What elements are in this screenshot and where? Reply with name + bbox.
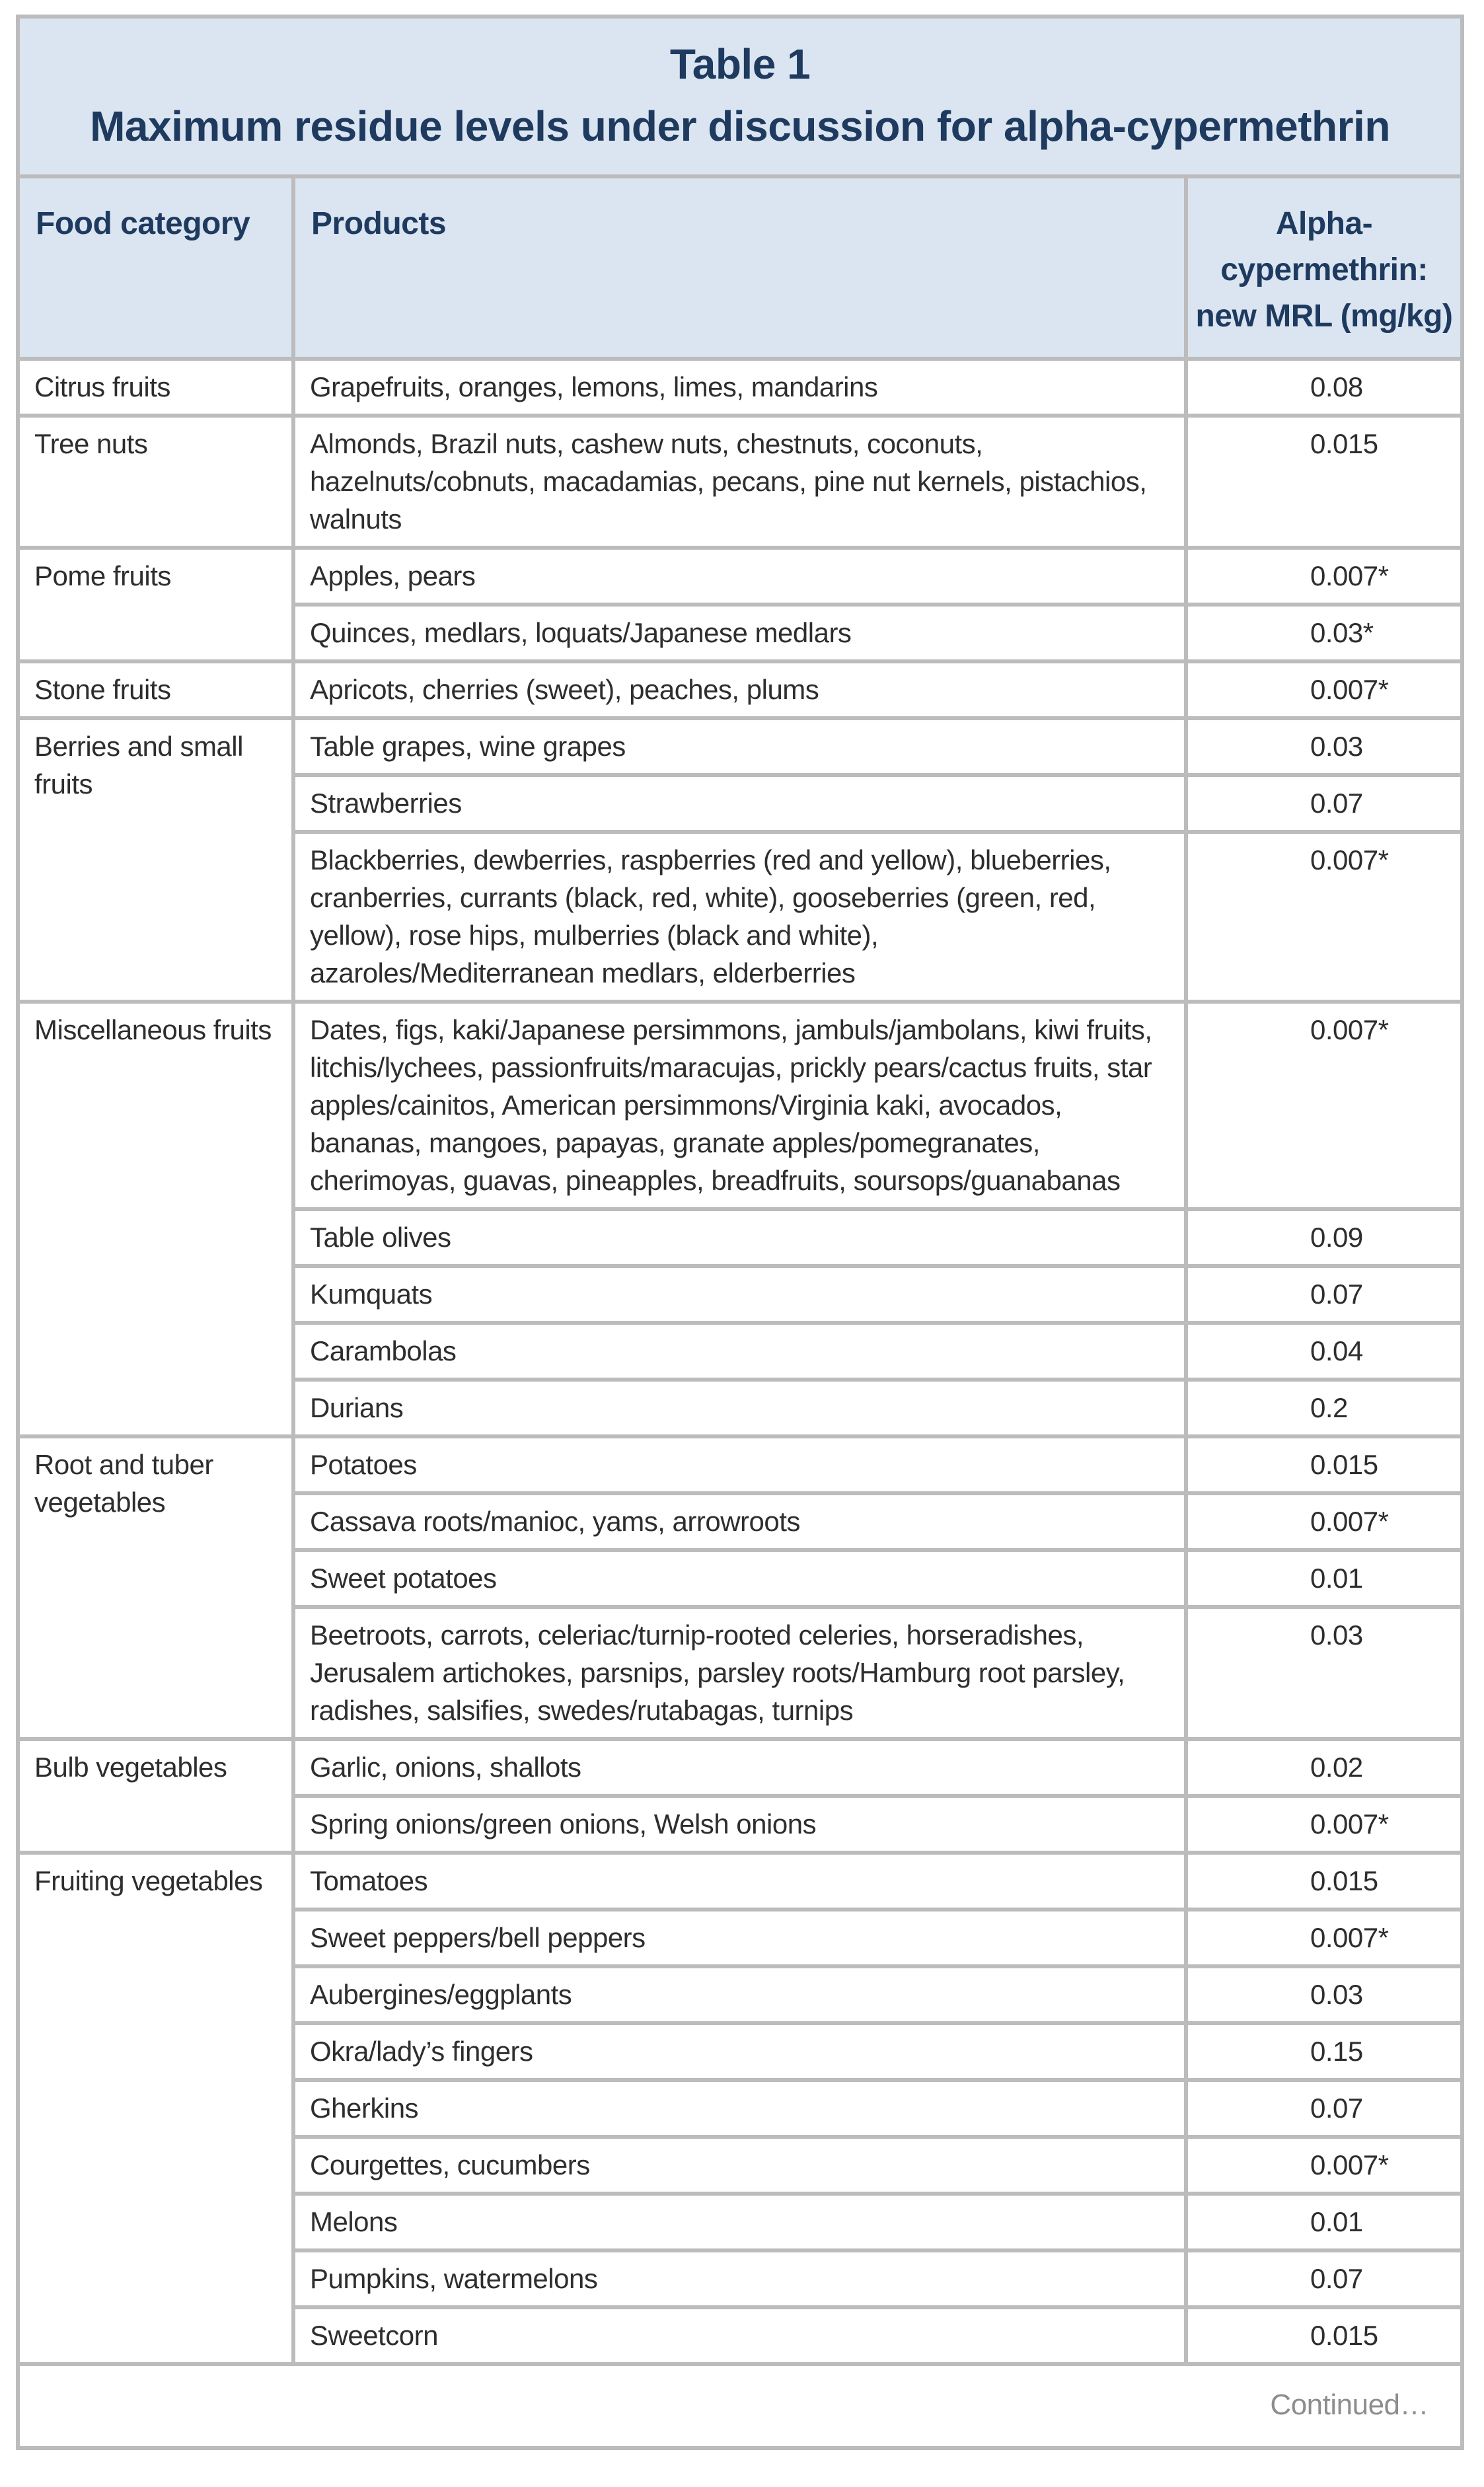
- products-cell: Apples, pears: [293, 548, 1186, 605]
- column-header-food-category: Food category: [18, 176, 293, 359]
- products-cell: Blackberries, dewberries, raspberries (red and yellow), blueberries, cranberries, currants (black, red, white), gooseberries (green, red, yellow), rose hips, mulberries (black and white), azaroles/Mediterranean medlars, elderberries: [293, 832, 1186, 1002]
- table-row: [18, 1739, 1462, 1796]
- products-cell: Strawberries: [293, 775, 1186, 832]
- mrl-value: 0.07: [1186, 775, 1462, 832]
- products-cell: Tomatoes: [293, 1853, 1186, 1910]
- mrl-value: 0.007*: [1186, 661, 1462, 718]
- mrl-value: 0.15: [1186, 2023, 1462, 2080]
- mrl-value: 0.007*: [1186, 1493, 1462, 1550]
- mrl-value: 0.09: [1186, 1209, 1462, 1266]
- footer-row: [18, 2364, 1462, 2448]
- products-cell: Sweet peppers/bell peppers: [293, 1910, 1186, 1966]
- mrl-value: 0.007*: [1186, 832, 1462, 1002]
- products-cell: Apricots, cherries (sweet), peaches, plums: [293, 661, 1186, 718]
- table-subtitle: Maximum residue levels under discussion for alpha-cypermethrin: [90, 102, 1390, 150]
- table-row: [18, 416, 1462, 548]
- products-cell: Sweet potatoes: [293, 1550, 1186, 1607]
- products-cell: Pumpkins, watermelons: [293, 2250, 1186, 2307]
- products-cell: Cassava roots/manioc, yams, arrowroots: [293, 1493, 1186, 1550]
- mrl-value: 0.015: [1186, 416, 1462, 548]
- category-cell: Miscellaneous fruits: [18, 1002, 293, 1436]
- products-cell: Beetroots, carrots, celeriac/turnip-rooted celeries, horseradishes, Jerusalem artichokes, parsnips, parsley roots/Hamburg root parsley, radishes, salsifies, swedes/rutabagas, turnips: [293, 1607, 1186, 1739]
- products-cell: Garlic, onions, shallots: [293, 1739, 1186, 1796]
- column-header-mrl: Alpha-cypermethrin: new MRL (mg/kg): [1186, 176, 1462, 359]
- category-cell: Fruiting vegetables: [18, 1853, 293, 2364]
- continued-label: Continued…: [18, 2364, 1462, 2448]
- table-row: [18, 1002, 1462, 1209]
- table-number: Table 1: [669, 40, 811, 88]
- page: [16, 15, 1484, 2450]
- mrl-value: 0.07: [1186, 2080, 1462, 2137]
- mrl-table: [16, 15, 1464, 2450]
- mrl-value: 0.02: [1186, 1739, 1462, 1796]
- mrl-value: 0.2: [1186, 1380, 1462, 1436]
- products-cell: Gherkins: [293, 2080, 1186, 2137]
- products-cell: Courgettes, cucumbers: [293, 2137, 1186, 2194]
- table-row: [18, 718, 1462, 775]
- mrl-value: 0.03*: [1186, 605, 1462, 661]
- mrl-value: 0.03: [1186, 1966, 1462, 2023]
- column-header-products: Products: [293, 176, 1186, 359]
- table-row: [18, 1853, 1462, 1910]
- mrl-value: 0.007*: [1186, 2137, 1462, 2194]
- mrl-value: 0.04: [1186, 1323, 1462, 1380]
- category-cell: Pome fruits: [18, 548, 293, 661]
- category-cell: Citrus fruits: [18, 359, 293, 416]
- mrl-value: 0.07: [1186, 1266, 1462, 1323]
- table-row: [18, 548, 1462, 605]
- mrl-value: 0.01: [1186, 1550, 1462, 1607]
- products-cell: Durians: [293, 1380, 1186, 1436]
- table-title-row: [18, 17, 1462, 176]
- mrl-value: 0.015: [1186, 1853, 1462, 1910]
- products-cell: Potatoes: [293, 1436, 1186, 1493]
- mrl-value: 0.007*: [1186, 548, 1462, 605]
- mrl-value: 0.01: [1186, 2194, 1462, 2250]
- category-cell: Root and tuber vegetables: [18, 1436, 293, 1739]
- table-row: [18, 1436, 1462, 1493]
- products-cell: Table grapes, wine grapes: [293, 718, 1186, 775]
- mrl-value: 0.007*: [1186, 1910, 1462, 1966]
- category-cell: Stone fruits: [18, 661, 293, 718]
- products-cell: Melons: [293, 2194, 1186, 2250]
- category-cell: Tree nuts: [18, 416, 293, 548]
- products-cell: Aubergines/eggplants: [293, 1966, 1186, 2023]
- mrl-value: 0.007*: [1186, 1796, 1462, 1853]
- mrl-value: 0.03: [1186, 718, 1462, 775]
- mrl-value: 0.07: [1186, 2250, 1462, 2307]
- mrl-value: 0.08: [1186, 359, 1462, 416]
- mrl-value: 0.015: [1186, 1436, 1462, 1493]
- category-cell: Bulb vegetables: [18, 1739, 293, 1853]
- products-cell: Carambolas: [293, 1323, 1186, 1380]
- products-cell: Dates, figs, kaki/Japanese persimmons, jambuls/jambolans, kiwi fruits, litchis/lychees, passionfruits/maracujas, prickly pears/cactus fruits, star apples/cainitos, American persimmons/Virginia kaki, avocados, bananas, mangoes, papayas, granate apples/pomegranates, cherimoyas, guavas, pineapples, breadfruits, soursops/guanabanas: [293, 1002, 1186, 1209]
- products-cell: Spring onions/green onions, Welsh onions: [293, 1796, 1186, 1853]
- products-cell: Almonds, Brazil nuts, cashew nuts, chestnuts, coconuts, hazelnuts/cobnuts, macadamias, pecans, pine nut kernels, pistachios, walnuts: [293, 416, 1186, 548]
- products-cell: Kumquats: [293, 1266, 1186, 1323]
- column-header-row: [18, 176, 1462, 359]
- table-title: [18, 17, 1462, 176]
- products-cell: Table olives: [293, 1209, 1186, 1266]
- products-cell: Okra/lady’s fingers: [293, 2023, 1186, 2080]
- products-cell: Sweetcorn: [293, 2307, 1186, 2364]
- mrl-value: 0.007*: [1186, 1002, 1462, 1209]
- table-row: [18, 359, 1462, 416]
- products-cell: Grapefruits, oranges, lemons, limes, mandarins: [293, 359, 1186, 416]
- category-cell: Berries and small fruits: [18, 718, 293, 1002]
- mrl-value: 0.015: [1186, 2307, 1462, 2364]
- table-row: [18, 661, 1462, 718]
- mrl-value: 0.03: [1186, 1607, 1462, 1739]
- products-cell: Quinces, medlars, loquats/Japanese medlars: [293, 605, 1186, 661]
